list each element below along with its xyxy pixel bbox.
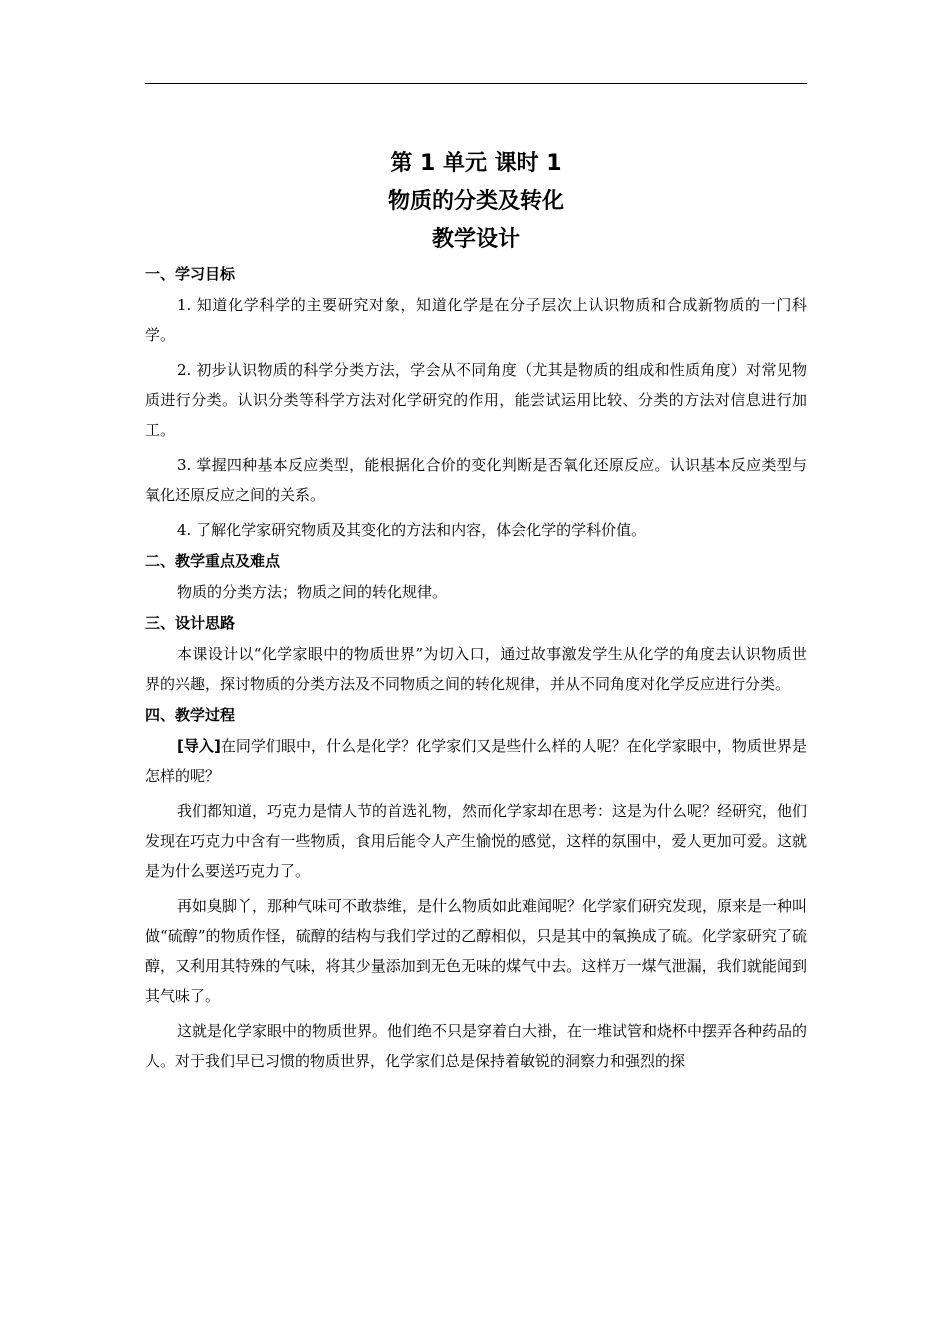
objective-item: 3. 掌握四种基本反应类型，能根据化合价的变化判断是否氧化还原反应。认识基本反应类型与氧化还原反应之间的关系。: [145, 456, 807, 504]
title-topic: 物质的分类及转化: [387, 189, 564, 214]
document-body: [145, 258, 807, 1076]
section-heading-key-points: 二、教学重点及难点: [145, 552, 281, 570]
section-heading-process: 四、教学过程: [145, 706, 236, 724]
header-rule: [145, 83, 807, 84]
section-heading-objectives: 一、学习目标: [145, 265, 236, 283]
process-paragraph: 这就是化学家眼中的物质世界。他们绝不只是穿着白大褂，在一堆试管和烧杯中摆弄各种药品的人。对于我们早已习惯的物质世界，化学家们总是保持着敏锐的洞察力和强烈的探: [145, 1022, 808, 1070]
objective-item: 2. 初步认识物质的科学分类方法，学会从不同角度（尤其是物质的组成和性质角度）对常见物质进行分类。认识分类等科学方法对化学研究的作用，能尝试运用比较、分类的方法对信息进行加工。: [145, 361, 807, 439]
process-paragraph: 我们都知道，巧克力是情人节的首选礼物，然而化学家却在思考：这是为什么呢？经研究，他们发现在巧克力中含有一些物质，食用后能令人产生愉悦的感觉，这样的氛围中，爱人更加可爱。这就是为什么要送巧克力了。: [145, 802, 808, 880]
intro-tag: [导入]: [177, 737, 221, 755]
title-block: [145, 145, 807, 259]
title-unit: 第 1 单元 课时 1: [390, 151, 562, 176]
process-paragraph: 再如臭脚丫，那种气味可不敢恭维，是什么物质如此难闻呢？化学家们研究发现，原来是一种叫做“硫醇”的物质作怪，硫醇的结构与我们学过的乙醇相似，只是其中的氧换成了硫。化学家研究了硫醇，又利用其特殊的气味，将其少量添加到无色无味的煤气中去。这样万一煤气泄漏，我们就能闻到其气味了。: [145, 897, 808, 1005]
intro-text: 在同学们眼中，什么是化学？化学家们又是些什么样的人呢？在化学家眼中，物质世界是怎样的呢？: [145, 737, 807, 785]
objective-item: 1. 知道化学科学的主要研究对象，知道化学是在分子层次上认识物质和合成新物质的一门科学。: [145, 296, 807, 344]
key-points-text: 物质的分类方法；物质之间的转化规律。: [177, 583, 448, 601]
design-text: 本课设计以“化学家眼中的物质世界”为切入口，通过故事激发学生从化学的角度去认识物质世界的兴趣，探讨物质的分类方法及不同物质之间的转化规律，并从不同角度对化学反应进行分类。: [145, 645, 807, 693]
section-heading-design: 三、设计思路: [145, 614, 236, 632]
objective-item: 4. 了解化学家研究物质及其变化的方法和内容，体会化学的学科价值。: [177, 521, 647, 539]
title-doc-type: 教学设计: [431, 227, 520, 252]
intro-paragraph: [145, 731, 807, 791]
